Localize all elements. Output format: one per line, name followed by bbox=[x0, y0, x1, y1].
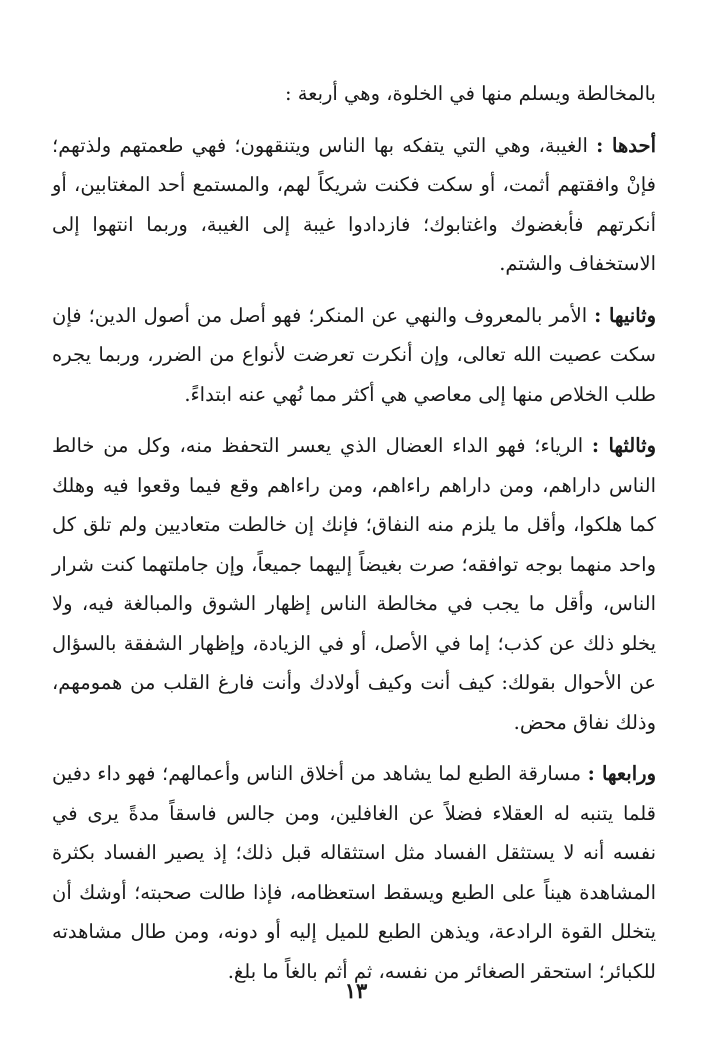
intro-paragraph bbox=[52, 74, 656, 114]
section-paragraph-3 bbox=[52, 426, 656, 742]
intro-text: بالمخالطة ويسلم منها في الخلوة، وهي أربعة : bbox=[284, 82, 656, 105]
section-paragraph-4 bbox=[52, 754, 656, 991]
page-body bbox=[52, 74, 656, 991]
section-text-4: مسارقة الطبع لما يشاهد من أخلاق الناس وأعمالهم؛ فهو داء دفين قلما يتنبه له العقلاء فضلاً عن الغافلين، ومن جالس فاسقاً مدةً يرى في نفسه أنه لا يستثقل الفساد مثل استثقاله قبل ذلك؛ إذ يصير الفساد بكثرة المشاهدة هيناً على الطبع ويسقط استعظامه، فإذا طالت صحبته؛ أوشك أن يتخلل القوة الرادعة، ويذهن الطبع للميل إليه أو دونه، ومن طال مشاهدته للكبائر؛ استحقر الصغائر من نفسه، ثم أثم بالغاً ما بلغ. bbox=[52, 762, 656, 983]
section-lead-1: أحدها : bbox=[596, 133, 656, 157]
section-text-2: الأمر بالمعروف والنهي عن المنكر؛ فهو أصل من أصول الدين؛ فإن سكت عصيت الله تعالى، وإن أنكرت تعرضت لأنواع من الضرر، وربما يجره طلب الخلاص منها إلى معاصي هي أكثر مما نُهي عنه ابتداءً. bbox=[52, 303, 656, 406]
section-text-3: الرياء؛ فهو الداء العضال الذي يعسر التحفظ منه، وكل من خالط الناس داراهم، ومن داراهم راءاهم، ومن راءاهم وقع فيما وقعوا فيه وهلك كما هلكوا، وأقل ما يلزم منه النفاق؛ فإنك إن خالطت متعاديين ولم تلق كل واحد منهما بوجه توافقه؛ صرت بغيضاً إليهما جميعاً، وإن جاملتهما كنت شرار الناس، وأقل ما يجب في مخالطة الناس إظهار الشوق والمبالغة فيه، ولا يخلو ذلك عن كذب؛ إما في الأصل، أو في الزيادة، وإظهار الشفقة بالسؤال عن الأحوال بقولك: كيف أنت وكيف أولادك وأنت فارغ القلب من همومهم، وذلك نفاق محض. bbox=[52, 434, 656, 734]
page-number: ١٣ bbox=[344, 978, 368, 1003]
section-lead-2: وثانيها : bbox=[594, 303, 656, 327]
section-paragraph-2 bbox=[52, 296, 656, 415]
section-lead-4: ورابعها : bbox=[587, 762, 656, 785]
section-paragraph-1 bbox=[52, 126, 656, 284]
section-lead-3: وثالثها : bbox=[591, 434, 656, 457]
section-text-1: الغيبة، وهي التي يتفكه بها الناس ويتنقهون؛ فهي طعمتهم ولذتهم؛ فإنْ وافقتهم أثمت، أو سكت فكنت شريكاً لهم، والمستمع أحد المغتابين، أو أنكرتهم فأبغضوك واغتابوك؛ فازدادوا غيبة إلى الغيبة، وربما انتهوا إلى الاستخفاف والشتم. bbox=[52, 133, 656, 275]
